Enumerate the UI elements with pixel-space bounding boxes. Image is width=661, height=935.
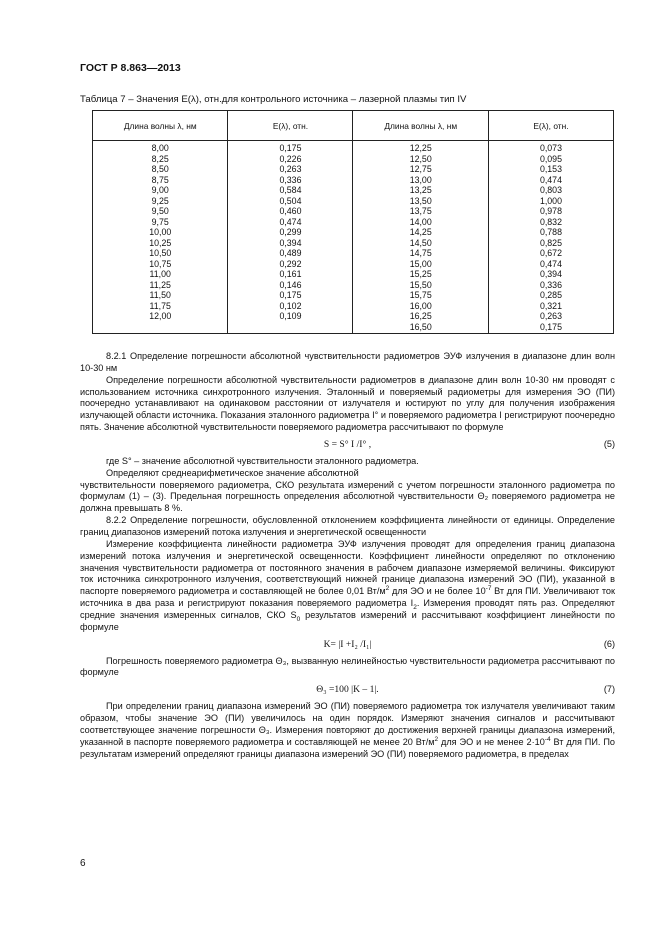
table-cell: 12,50 <box>353 154 488 165</box>
table-body <box>93 141 614 334</box>
table-cell <box>228 322 353 334</box>
table-row <box>93 175 614 186</box>
table-cell: 0,474 <box>228 217 353 228</box>
formula-7-expression: Θ₃ =100 |K – 1|. <box>316 684 379 696</box>
table-cell: 0,460 <box>228 206 353 217</box>
table-cell: 0,672 <box>488 248 613 259</box>
table-cell: 0,474 <box>488 175 613 186</box>
table-cell: 14,75 <box>353 248 488 259</box>
table-cell: 16,00 <box>353 301 488 312</box>
table-row <box>93 206 614 217</box>
table-row <box>93 238 614 249</box>
table-cell: 10,50 <box>93 248 228 259</box>
col-header-wavelength-2: Длина волны λ, нм <box>353 111 488 141</box>
table-cell: 0,394 <box>488 269 613 280</box>
table-cell: 0,153 <box>488 164 613 175</box>
table-cell: 12,25 <box>353 141 488 154</box>
table-cell: 10,00 <box>93 227 228 238</box>
table-cell: 0,825 <box>488 238 613 249</box>
table-cell: 0,146 <box>228 280 353 291</box>
table-cell: 13,75 <box>353 206 488 217</box>
table-cell: 11,75 <box>93 301 228 312</box>
table-cell: 11,00 <box>93 269 228 280</box>
table-cell: 9,00 <box>93 185 228 196</box>
table-cell: 9,50 <box>93 206 228 217</box>
table-cell: 14,50 <box>353 238 488 249</box>
table-cell: 0,161 <box>228 269 353 280</box>
table-cell: 0,584 <box>228 185 353 196</box>
table-cell: 0,504 <box>228 196 353 207</box>
col-header-wavelength-1: Длина волны λ, нм <box>93 111 228 141</box>
table-cell: 0,175 <box>228 290 353 301</box>
table-cell: 12,75 <box>353 164 488 175</box>
table-cell: 0,175 <box>488 322 613 334</box>
formula-7-number: (7) <box>603 684 615 695</box>
table-cell: 16,25 <box>353 311 488 322</box>
table-cell: 0,299 <box>228 227 353 238</box>
table-cell: 13,00 <box>353 175 488 186</box>
standard-header: ГОСТ Р 8.863—2013 <box>80 62 181 74</box>
table-cell: 8,00 <box>93 141 228 154</box>
col-header-e-2: E(λ), отн. <box>488 111 613 141</box>
table-cell: 12,00 <box>93 311 228 322</box>
formula-6-expression: K= |I +I₂ /I₁| <box>323 638 372 650</box>
table-cell: 8,25 <box>93 154 228 165</box>
table-row <box>93 217 614 228</box>
paragraph-range: При определении границ диапазона измерений ЭО (ПИ) поверяемого радиометра ток излучателя увеличивают таким образом, чтобы значение ЭО (ПИ) увеличилось на один порядок. Измеряют значения сигналов и рассчитывают соответствующее значение погрешности Θ₃. Измерения повторяют до достижения верхней границы диапазона измерений, указанной в паспорте поверяемого радиометра и составляющей не менее 20 $Вт/м^2$ для ЭО и не менее $2\cdot 10^{-4}$ Вт для ПИ. По результатам измерений определяют границы диапазона измерений ЭО (ПИ) поверяемого радиометра, в пределах <box>80 701 615 759</box>
table-cell: 0,474 <box>488 259 613 270</box>
table-cell: 0,102 <box>228 301 353 312</box>
paragraph-mean: Определяют среднеарифметическое значение абсолютной <box>106 467 359 478</box>
paragraph-8-2-1: 8.2.1 Определение погрешности абсолютной чувствительности радиометров ЭУФ излучения в диапазоне длин волн 10-30 нм <box>80 351 615 373</box>
table-cell: 0,095 <box>488 154 613 165</box>
table-row <box>93 290 614 301</box>
table-cell: 15,75 <box>353 290 488 301</box>
table-row <box>93 322 614 334</box>
table-cell: 15,00 <box>353 259 488 270</box>
table-row <box>93 141 614 154</box>
formula-5-expression: S = S° I /I° , <box>323 438 372 450</box>
table-cell: 15,50 <box>353 280 488 291</box>
table-row <box>93 301 614 312</box>
table-cell: 14,25 <box>353 227 488 238</box>
col-header-e-1: E(λ), отн. <box>228 111 353 141</box>
table-cell: 0,832 <box>488 217 613 228</box>
table-cell: 0,321 <box>488 301 613 312</box>
table-row <box>93 280 614 291</box>
table-cell: 0,788 <box>488 227 613 238</box>
table-cell: 11,50 <box>93 290 228 301</box>
table-cell: 0,803 <box>488 185 613 196</box>
table-row <box>93 185 614 196</box>
table-row <box>93 154 614 165</box>
table-row <box>93 196 614 207</box>
paragraph-method: Определение погрешности абсолютной чувствительности радиометров в диапазоне длин волн 10-30 нм проводят с использованием источника синхротронного излучения. Эталонный и поверяемый радиометры для измерения ЭО (ПИ) поочередно устанавливают на одинаковом расстоянии от излучателя и юстируют по углу для получения изображения излучающей области источника. Показания эталонного радиометра I° и поверяемого радиометра I регистрируют поочередно пять. Значение абсолютной чувствительности поверяемого радиометра рассчитывают по формуле <box>80 374 615 433</box>
table-cell: 11,25 <box>93 280 228 291</box>
table-cell: 0,226 <box>228 154 353 165</box>
table-row <box>93 164 614 175</box>
table-cell: 13,25 <box>353 185 488 196</box>
table-cell: 0,292 <box>228 259 353 270</box>
table-cell: 9,25 <box>93 196 228 207</box>
table-cell: 10,75 <box>93 259 228 270</box>
table-cell: 13,50 <box>353 196 488 207</box>
body-text <box>80 351 615 760</box>
table-cell: 1,000 <box>488 196 613 207</box>
table-cell <box>93 322 228 334</box>
paragraph-sensitivity: чувствительности поверяемого радиометра, СКО результата измерений с учетом погрешности эталонного радиометра по формулам (1) – (3). Предельная погрешность определения абсолютной чувствительности Θ₂ поверяемого радиометра не должна превышать 8 %. <box>80 479 615 514</box>
table-cell: 0,263 <box>488 311 613 322</box>
table-header-row <box>93 111 614 141</box>
table-row <box>93 248 614 259</box>
table-cell: 0,285 <box>488 290 613 301</box>
table-cell: 0,978 <box>488 206 613 217</box>
paragraph-error-theta3: Погрешность поверяемого радиометра Θ₃, вызванную нелинейностью чувствительности радиометра рассчитывают по формуле <box>80 655 615 678</box>
paragraph-8-2-2: 8.2.2 Определение погрешности, обусловленной отклонением коэффициента линейности от единицы. Определение границ диапазонов измерений потока излучения и энергетической освещенности <box>80 515 615 537</box>
table-cell: 0,489 <box>228 248 353 259</box>
table-cell: 0,175 <box>228 141 353 154</box>
formula-5-number: (5) <box>603 438 615 449</box>
table-cell: 0,394 <box>228 238 353 249</box>
table-cell: 10,25 <box>93 238 228 249</box>
table-cell: 9,75 <box>93 217 228 228</box>
table-row <box>93 227 614 238</box>
table-cell: 14,00 <box>353 217 488 228</box>
values-table <box>92 110 614 334</box>
table-row <box>93 269 614 280</box>
table-row <box>93 311 614 322</box>
table-row <box>93 259 614 270</box>
page-number: 6 <box>80 858 86 869</box>
paragraph-where: где S° – значение абсолютной чувствительности эталонного радиометра. <box>106 455 419 466</box>
table-cell: 15,25 <box>353 269 488 280</box>
table-cell: 0,336 <box>488 280 613 291</box>
paragraph-linearity: Измерение коэффициента линейности радиометра ЭУФ излучения проводят для определения границ диапазона измерений потока излучения и энергетической освещенности. Коэффициент линейности определяют по отклонению значения чувствительности радиометра от постоянного значения в рабочем диапазоне измеряемой величины. Фиксируют ток источника синхротронного излучения, соответствующий нижней границе диапазона измерений ЭО (ПИ), указанной в паспорте поверяемого радиометра и составляющей не более 0,01 $Вт/м^2$ для ЭО и не более $10^{-7}$ Вт для ПИ. Увеличивают ток источника в два раза и регистрируют показания поверяемого радиометра $I_2$. Измерения проводят пять раз. Определяют средние значения измеренных сигналов, СКО $S_0$ результатов измерений и рассчитывают коэффициент линейности по формуле <box>80 538 616 632</box>
formula-5 <box>80 434 615 456</box>
table-cell: 0,109 <box>228 311 353 322</box>
formula-7 <box>80 679 615 701</box>
table-cell: 0,073 <box>488 141 613 154</box>
formula-6 <box>80 634 615 656</box>
table-cell: 0,263 <box>228 164 353 175</box>
table-cell: 0,336 <box>228 175 353 186</box>
table-cell: 8,75 <box>93 175 228 186</box>
table-cell: 8,50 <box>93 164 228 175</box>
table-cell: 16,50 <box>353 322 488 334</box>
formula-6-number: (6) <box>603 638 615 649</box>
table-caption: Таблица 7 – Значения E(λ), отн.для контрольного источника – лазерной плазмы тип IV <box>80 94 467 105</box>
